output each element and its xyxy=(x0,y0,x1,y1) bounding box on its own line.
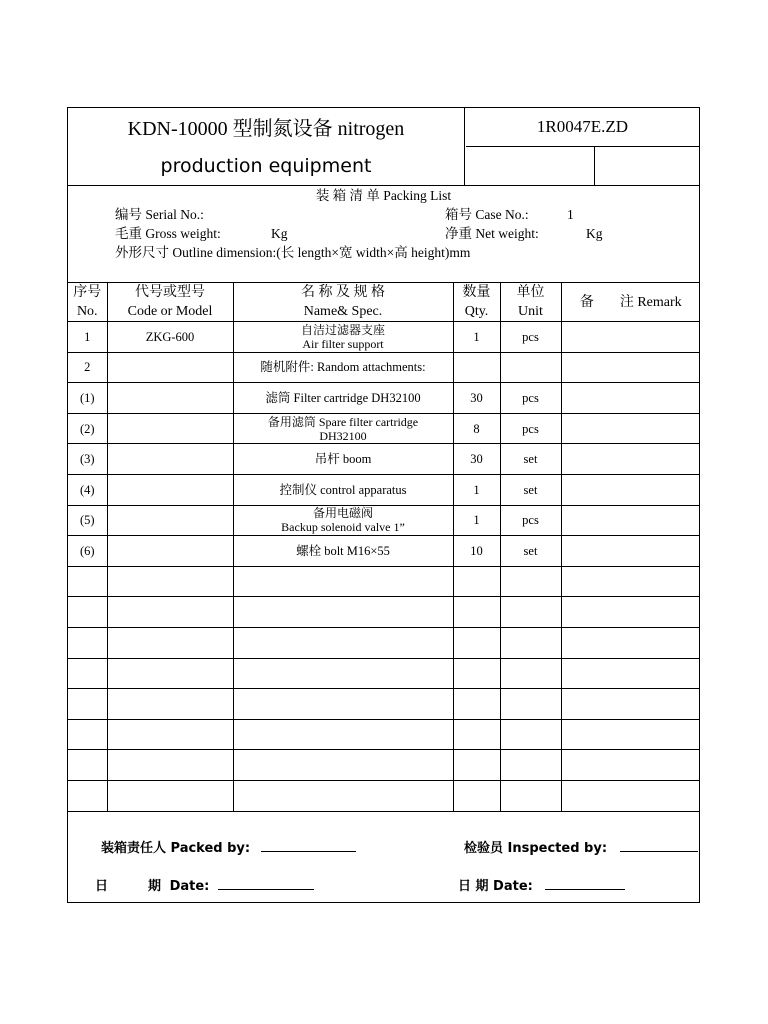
table-row xyxy=(68,689,700,720)
signature-block xyxy=(68,813,699,903)
info-block xyxy=(68,186,699,283)
cell-name xyxy=(233,719,453,750)
cell-remark xyxy=(561,566,700,597)
blank-header-cell-2 xyxy=(595,147,699,185)
table-row xyxy=(68,474,700,505)
header-no: 序号 No. xyxy=(68,283,107,322)
cell-qty xyxy=(453,352,500,383)
cell-unit: set xyxy=(500,444,561,475)
cell-code xyxy=(107,536,233,567)
cell-no: 2 xyxy=(68,352,107,383)
blank-header-cell-1 xyxy=(466,147,595,185)
cell-name xyxy=(233,444,453,475)
name-line-1: 备用滤筒 Spare filter cartridge xyxy=(267,414,419,429)
cell-code xyxy=(107,689,233,720)
document-title xyxy=(68,108,465,185)
table-row xyxy=(68,780,700,811)
cell-qty: 8 xyxy=(453,413,500,444)
cell-no xyxy=(68,658,107,689)
cell-qty xyxy=(453,750,500,781)
cell-name xyxy=(233,413,453,444)
table-row xyxy=(68,505,700,536)
cell-unit xyxy=(500,780,561,811)
cell-no xyxy=(68,566,107,597)
cell-name xyxy=(233,627,453,658)
cell-code xyxy=(107,719,233,750)
table-row xyxy=(68,597,700,628)
name-line-1: 控制仪 control apparatus xyxy=(279,482,407,497)
cell-name xyxy=(233,505,453,536)
gross-weight-unit: Kg xyxy=(271,226,288,241)
packing-list-sheet xyxy=(67,107,700,903)
name-line-1: 滤筒 Filter cartridge DH32100 xyxy=(265,390,421,405)
header-remark: 备 注 Remark xyxy=(561,283,700,322)
cell-qty: 30 xyxy=(453,444,500,475)
gross-weight-label: 毛重 Gross weight: xyxy=(115,226,221,241)
cell-remark xyxy=(561,444,700,475)
cell-no xyxy=(68,780,107,811)
inspected-by: 检验员 Inspected by: xyxy=(464,837,698,856)
inspected-by-line xyxy=(620,839,698,852)
header-code: 代号或型号 Code or Model xyxy=(107,283,233,322)
cell-no: 1 xyxy=(68,322,107,353)
cell-no: (5) xyxy=(68,505,107,536)
cell-name xyxy=(233,689,453,720)
items-table xyxy=(68,283,700,812)
header-qty: 数量 Qty. xyxy=(453,283,500,322)
date-left-line xyxy=(218,877,314,890)
cell-name xyxy=(233,750,453,781)
cell-unit xyxy=(500,719,561,750)
title-line-1: KDN-10000 型制氮设备 nitrogen xyxy=(127,118,405,140)
cell-no xyxy=(68,597,107,628)
cell-code xyxy=(107,566,233,597)
name-line-1: 吊杆 boom xyxy=(314,452,372,467)
name-line-2: Backup solenoid valve 1” xyxy=(281,520,405,535)
cell-remark xyxy=(561,689,700,720)
name-line-1: 螺栓 bolt M16×55 xyxy=(296,543,390,558)
cell-name xyxy=(233,322,453,353)
cell-no: (3) xyxy=(68,444,107,475)
name-line-1: 自洁过滤器支座 xyxy=(300,322,385,337)
cell-qty: 1 xyxy=(453,474,500,505)
table-body xyxy=(68,322,700,812)
cell-qty xyxy=(453,780,500,811)
name-line-2: DH32100 xyxy=(319,428,367,443)
cell-qty xyxy=(453,719,500,750)
header-name: 名 称 及 规 格 Name& Spec. xyxy=(233,283,453,322)
header xyxy=(68,108,699,186)
cell-no: (6) xyxy=(68,536,107,567)
cell-code xyxy=(107,352,233,383)
cell-no xyxy=(68,719,107,750)
cell-name xyxy=(233,352,453,383)
cell-code xyxy=(107,780,233,811)
cell-code xyxy=(107,658,233,689)
cell-qty xyxy=(453,566,500,597)
net-weight-label: 净重 Net weight: xyxy=(445,226,539,241)
packing-list-heading: 装 箱 清 单 Packing List xyxy=(315,188,452,203)
table-row xyxy=(68,322,700,353)
cell-code xyxy=(107,383,233,414)
cell-unit xyxy=(500,627,561,658)
dimension-label: 外形尺寸 Outline dimension:(长 length×宽 width×高 height)mm xyxy=(115,245,471,260)
header-unit: 单位 Unit xyxy=(500,283,561,322)
cell-remark xyxy=(561,658,700,689)
cell-qty: 1 xyxy=(453,322,500,353)
cell-code xyxy=(107,505,233,536)
cell-remark xyxy=(561,322,700,353)
cell-remark xyxy=(561,352,700,383)
cell-code xyxy=(107,474,233,505)
name-line-1: 随机附件: Random attachments: xyxy=(260,360,426,375)
cell-unit xyxy=(500,689,561,720)
cell-name xyxy=(233,597,453,628)
cell-qty: 1 xyxy=(453,505,500,536)
cell-name xyxy=(233,658,453,689)
cell-unit xyxy=(500,352,561,383)
name-line-2: Air filter support xyxy=(302,336,384,351)
cell-remark xyxy=(561,474,700,505)
table-row xyxy=(68,719,700,750)
date-left: 日 期 Date: xyxy=(95,875,314,894)
cell-unit xyxy=(500,597,561,628)
name-line-1: 备用电磁阀 xyxy=(312,506,373,521)
cell-code: ZKG-600 xyxy=(107,322,233,353)
table-row xyxy=(68,352,700,383)
cell-unit: pcs xyxy=(500,322,561,353)
packed-by: 装箱责任人 Packed by: xyxy=(101,837,356,856)
case-value: 1 xyxy=(567,207,574,222)
serial-label: 编号 Serial No.: xyxy=(115,207,204,222)
cell-remark xyxy=(561,505,700,536)
cell-code xyxy=(107,750,233,781)
cell-no: (1) xyxy=(68,383,107,414)
cell-code xyxy=(107,627,233,658)
packed-by-line xyxy=(261,839,356,852)
cell-remark xyxy=(561,536,700,567)
cell-unit xyxy=(500,750,561,781)
cell-remark xyxy=(561,719,700,750)
table-row xyxy=(68,383,700,414)
date-right-line xyxy=(545,877,625,890)
cell-qty xyxy=(453,658,500,689)
cell-remark xyxy=(561,597,700,628)
cell-qty: 30 xyxy=(453,383,500,414)
table-row xyxy=(68,627,700,658)
cell-qty xyxy=(453,689,500,720)
cell-code xyxy=(107,597,233,628)
case-label: 箱号 Case No.: xyxy=(445,207,529,222)
cell-code xyxy=(107,444,233,475)
cell-unit: set xyxy=(500,536,561,567)
cell-name xyxy=(233,383,453,414)
cell-name xyxy=(233,474,453,505)
cell-unit: pcs xyxy=(500,383,561,414)
cell-remark xyxy=(561,627,700,658)
cell-no xyxy=(68,689,107,720)
cell-unit: set xyxy=(500,474,561,505)
cell-name xyxy=(233,536,453,567)
table-row xyxy=(68,413,700,444)
cell-qty: 10 xyxy=(453,536,500,567)
table-row xyxy=(68,444,700,475)
cell-qty xyxy=(453,627,500,658)
cell-remark xyxy=(561,780,700,811)
cell-name xyxy=(233,780,453,811)
cell-qty xyxy=(453,597,500,628)
cell-unit xyxy=(500,658,561,689)
cell-no xyxy=(68,627,107,658)
cell-unit: pcs xyxy=(500,413,561,444)
cell-no: (2) xyxy=(68,413,107,444)
table-row xyxy=(68,658,700,689)
document-code: 1R0047E.ZD xyxy=(466,108,699,147)
cell-remark xyxy=(561,750,700,781)
cell-name xyxy=(233,566,453,597)
table-row xyxy=(68,566,700,597)
date-right: 日 期 Date: xyxy=(458,875,625,894)
cell-unit xyxy=(500,566,561,597)
net-weight-unit: Kg xyxy=(586,226,603,241)
cell-no xyxy=(68,750,107,781)
cell-no: (4) xyxy=(68,474,107,505)
table-row xyxy=(68,536,700,567)
table-row xyxy=(68,750,700,781)
cell-code xyxy=(107,413,233,444)
table-header-row xyxy=(68,283,700,322)
cell-remark xyxy=(561,413,700,444)
title-line-2: production equipment xyxy=(160,155,372,177)
cell-remark xyxy=(561,383,700,414)
cell-unit: pcs xyxy=(500,505,561,536)
